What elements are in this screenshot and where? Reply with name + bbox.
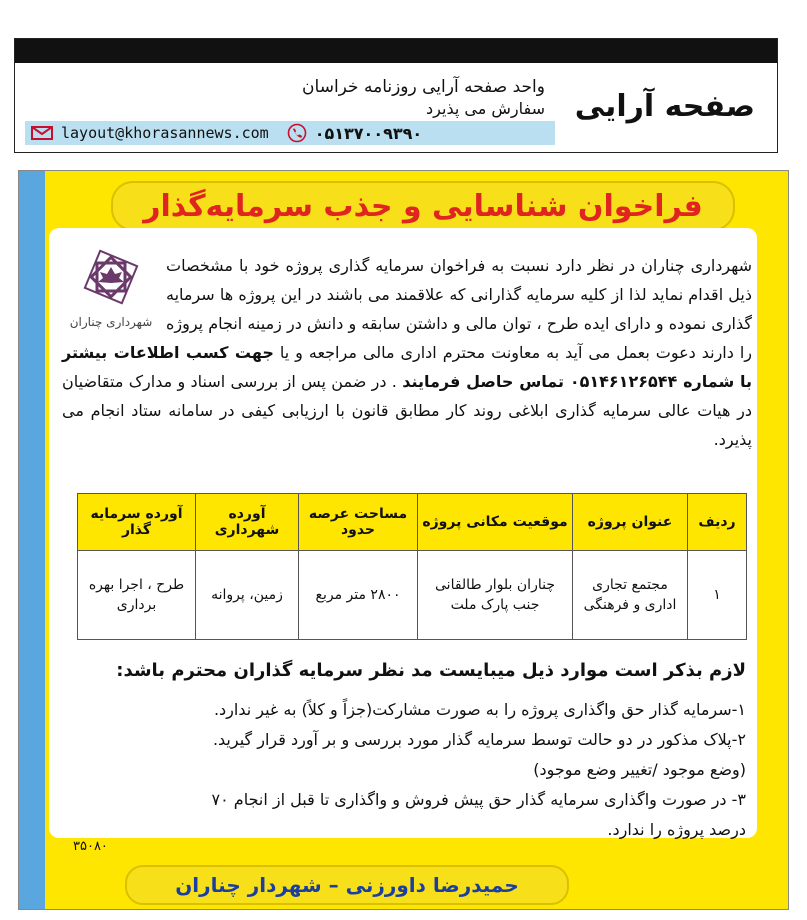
ad-code-number: ۳۵۰۸۰ <box>73 839 108 854</box>
requirement-item: ۲-پلاک مذکور در دو حالت توسط سرمایه گذار مورد بررسی و بر آورد قرار گیرید. <box>212 730 746 749</box>
signature-text: حمیدرضا داورزنی – شهردار چناران <box>175 873 519 897</box>
table-header: عنوان پروژه <box>573 494 688 551</box>
body-text-part-2: . در ضمن پس از بررسی اسناد و مدارک متقاضیان در هیات عالی سرمایه گذاری ابلاغی روند کار مطابق قانون با ارزیابی کیفی در سامانه ستاد انجام می پذیرد. <box>62 372 752 449</box>
requirement-item: ۳- در صورت واگذاری سرمایه گذار حق پیش فروش و واگذاری تا قبل از انجام ۷۰ <box>211 790 746 809</box>
contact-strip <box>25 121 555 145</box>
table-header: آورده شهرداری <box>196 494 299 551</box>
table-header-row <box>78 494 747 551</box>
signature-banner <box>125 865 569 905</box>
requirements-list <box>56 695 746 845</box>
table-cell: چناران بلوار طالقانی جنب پارک ملت <box>418 551 573 640</box>
brand-title: صفحه آرایی <box>574 89 755 124</box>
requirement-item: درصد پروژه را ندارد. <box>607 820 746 839</box>
project-table <box>77 493 747 640</box>
table-cell: زمین، پروانه <box>196 551 299 640</box>
title-banner <box>111 181 735 231</box>
ad-title: فراخوان شناسایی و جذب سرمایه‌گذار <box>143 188 703 224</box>
logo-caption: شهرداری چناران <box>69 315 153 329</box>
ad-body-text <box>62 251 752 454</box>
requirements-heading: لازم بذکر است موارد ذیل میبایست مد نظر سرمایه گذاران محترم باشد: <box>116 660 746 681</box>
contact-phone[interactable]: ۰۵۱۳۷۰۰۹۳۹۰ <box>314 123 423 143</box>
table-header: مساحت عرصه حدود <box>299 494 418 551</box>
table-header: موقعیت مکانی پروژه <box>418 494 573 551</box>
contact-email[interactable]: layout@khorasannews.com <box>61 124 269 142</box>
table-cell: ۱ <box>688 551 747 640</box>
table-cell: طرح ، اجرا بهره برداری <box>78 551 196 640</box>
body-contact-bold: جهت کسب اطلاعات بیشتر با شماره ۰۵۱۴۶۱۲۶۵۴۴ تماس حاصل فرمایند <box>62 343 753 391</box>
requirement-item: (وضع موجود /تغییر وضع موجود) <box>533 760 746 779</box>
body-text-part-1: شهرداری چناران در نظر دارد نسبت به فراخوان سرمایه گذاری پروژه خود با مشخصات ذیل اقدام نماید لذا از کلیه سرمایه گذارانی که علاقمند می باشند در این پروژه ها سرمایه گذاری نموده و دارای ایده طرح ، توان مالی و داشتن سابقه و دانش در زمینه انجام پروژه را دارند دعوت بعمل می آید به معاونت محترم اداری مالی مراجعه و یا <box>166 256 752 362</box>
table-header: آورده سرمایه گذار <box>78 494 196 551</box>
unit-line: واحد صفحه آرایی روزنامه خراسان <box>302 77 545 97</box>
table-cell: مجتمع تجاری اداری و فرهنگی <box>573 551 688 640</box>
order-line: سفارش می پذیرد <box>426 99 545 118</box>
layout-service-box <box>14 38 778 153</box>
ad-side-stripe <box>19 171 45 909</box>
table-row <box>78 551 747 640</box>
table-header: ردیف <box>688 494 747 551</box>
table-cell: ۲۸۰۰ متر مربع <box>299 551 418 640</box>
investment-call-ad <box>18 170 789 910</box>
requirement-item: ۱-سرمایه گذار حق واگذاری پروژه را به صورت مشارکت(جزاً و کلاً) به غیر ندارد. <box>213 700 746 719</box>
phone-icon <box>287 123 307 143</box>
mail-icon <box>31 126 53 140</box>
top-black-bar <box>15 39 777 63</box>
